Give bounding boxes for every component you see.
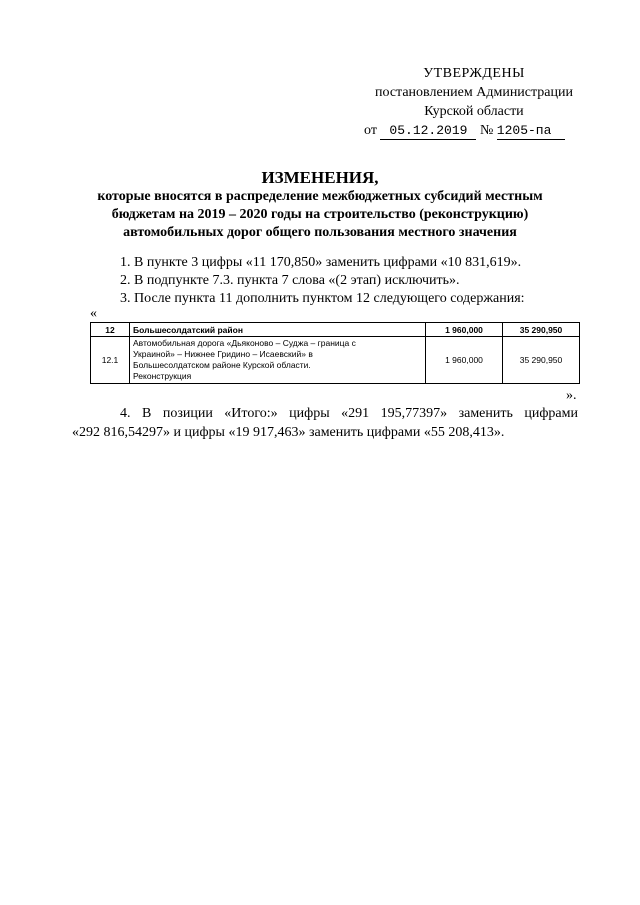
approval-line-3: Курской области [424,104,524,119]
date-prefix: от [364,123,377,138]
approval-number: 1205-па [496,123,552,138]
row-number: 12.1 [91,337,130,384]
approval-block [364,64,584,140]
subtitle-line-3: автомобильных дорог общего пользования местного значения [123,225,517,240]
row-name-line-2: Украиной» – Нижнее Гридино – Исаевский» в [133,349,313,359]
row-name [130,337,426,384]
item-1: 1. В пункте 3 цифры «11 170,850» заменить цифрами «10 831,619». [120,255,522,270]
document-title: ИЗМЕНЕНИЯ, [261,168,379,187]
approval-date: 05.12.2019 [389,123,468,138]
subtitle-line-1: которые вносятся в распределение межбюджетных субсидий местным [97,189,543,204]
row-name-line-1: Автомобильная дорога «Дьяконово – Суджа – граница с [133,338,356,348]
table-row [91,337,580,384]
row-name-line-4: Реконструкция [133,371,192,381]
approval-line-2: постановлением Администрации [375,85,573,100]
quote-close: ». [566,388,577,403]
item-4-line-1: 4. В позиции «Итого:» цифры «291 195,77397» заменить цифрами [120,406,578,421]
item-2: 2. В подпункте 7.3. пункта 7 слова «(2 этап) исключить». [120,273,460,288]
subtitle-line-2: бюджетам на 2019 – 2020 годы на строительство (реконструкцию) [111,207,529,222]
row-number: 12 [91,323,130,337]
number-prefix: № [479,123,494,138]
row-name-line-3: Большесолдатском районе Курской области. [133,360,311,370]
table-row [91,323,580,337]
quote-open: « [90,306,97,321]
row-value-2: 35 290,950 [503,323,580,337]
item-4-line-2: «292 816,54297» и цифры «19 917,463» заменить цифрами «55 208,413». [72,425,505,440]
approval-title: УТВЕРЖДЕНЫ [423,66,525,81]
row-value-1: 1 960,000 [426,323,503,337]
approval-date-line [364,121,584,140]
items-block [72,254,577,308]
item-3: 3. После пункта 11 дополнить пунктом 12 следующего содержания: [120,291,525,306]
row-value-2: 35 290,950 [503,337,580,384]
subsidy-table [90,322,580,384]
item-4 [72,404,578,442]
document-subtitle [60,188,580,242]
row-name: Большесолдатский район [130,323,426,337]
row-value-1: 1 960,000 [426,337,503,384]
